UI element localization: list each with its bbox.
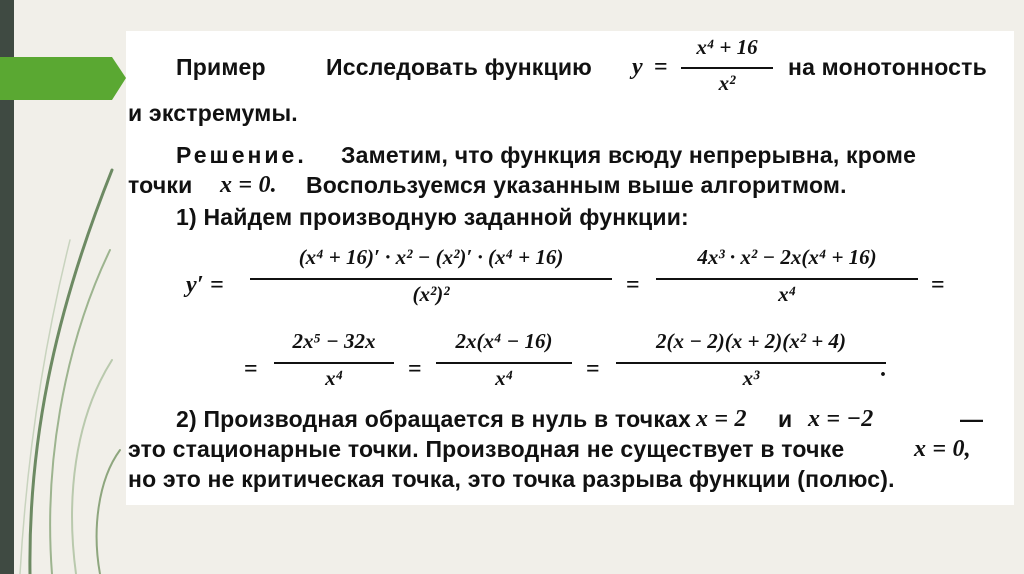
fraction-bar bbox=[616, 362, 886, 364]
step1-text: 1) Найдем производную заданной функции: bbox=[176, 204, 689, 230]
derivative-fraction-4 bbox=[436, 329, 572, 395]
derivative-eq-5: = bbox=[586, 356, 600, 382]
solution-line1-text: Заметим, что функция всюду непрерывна, кроме bbox=[341, 142, 917, 168]
leaf-decoration bbox=[20, 170, 120, 574]
fraction-bar bbox=[436, 362, 572, 364]
solution-line2-math: x = 0. bbox=[220, 172, 277, 198]
derivative-lhs: y′ = bbox=[186, 272, 224, 298]
fraction-numerator: x⁴ + 16 bbox=[696, 35, 758, 59]
example-eq-sign: = bbox=[654, 54, 668, 80]
derivative-eq-1: = bbox=[626, 272, 640, 298]
derivative-eq-3: = bbox=[244, 356, 258, 382]
derivative-fraction-5 bbox=[616, 329, 886, 395]
example-y-var: y bbox=[632, 54, 643, 80]
fraction-denominator: x² bbox=[718, 71, 736, 95]
fraction-denominator: x⁴ bbox=[778, 282, 796, 306]
derivative-period: . bbox=[880, 356, 887, 382]
fraction-bar bbox=[250, 278, 612, 280]
fraction-bar bbox=[274, 362, 394, 364]
fraction-numerator: 4x³ · x² − 2x(x⁴ + 16) bbox=[697, 245, 877, 269]
step2-line1-dash: — bbox=[960, 406, 984, 432]
example-after-fraction: на монотонность bbox=[788, 54, 987, 80]
example-continuation: и экстремумы. bbox=[128, 100, 298, 126]
derivative-eq-2: = bbox=[931, 272, 945, 298]
fraction-numerator: 2(x − 2)(x + 2)(x² + 4) bbox=[656, 329, 846, 353]
derivative-fraction-1 bbox=[250, 245, 612, 311]
fraction-numerator: (x⁴ + 16)′ · x² − (x²)′ · (x⁴ + 16) bbox=[298, 245, 564, 269]
fraction-denominator: x⁴ bbox=[495, 366, 513, 390]
derivative-fraction-2 bbox=[656, 245, 918, 311]
example-label: Пример bbox=[176, 54, 266, 80]
step2-line1-math1: x = 2 bbox=[696, 406, 747, 432]
step2-line1-math2: x = −2 bbox=[808, 406, 874, 432]
fraction-denominator: x⁴ bbox=[325, 366, 343, 390]
solution-label: Решение. bbox=[176, 142, 307, 168]
step2-line1-text: 2) Производная обращается в нуль в точках bbox=[176, 406, 692, 432]
fraction-numerator: 2x⁵ − 32x bbox=[292, 329, 376, 353]
step2-line2-text: это стационарные точки. Производная не существует в точке bbox=[128, 436, 845, 462]
content-card bbox=[126, 31, 1014, 505]
example-fraction bbox=[681, 35, 773, 99]
derivative-fraction-3 bbox=[274, 329, 394, 395]
derivative-eq-4: = bbox=[408, 356, 422, 382]
fraction-denominator: (x²)² bbox=[412, 282, 450, 306]
fraction-denominator: x³ bbox=[742, 366, 760, 390]
fraction-bar bbox=[656, 278, 918, 280]
solution-line2-text: Воспользуемся указанным выше алгоритмом. bbox=[306, 172, 847, 198]
step2-line3-text: но это не критическая точка, это точка разрыва функции (полюс). bbox=[128, 466, 895, 492]
fraction-bar bbox=[681, 67, 773, 69]
fraction-numerator: 2x(x⁴ − 16) bbox=[455, 329, 553, 353]
step2-line2-math: x = 0, bbox=[914, 436, 971, 462]
solution-line2-prefix: точки bbox=[128, 172, 193, 198]
step2-line1-and: и bbox=[778, 406, 793, 432]
example-task-text: Исследовать функцию bbox=[326, 54, 593, 80]
green-arrow-tab bbox=[0, 57, 126, 100]
